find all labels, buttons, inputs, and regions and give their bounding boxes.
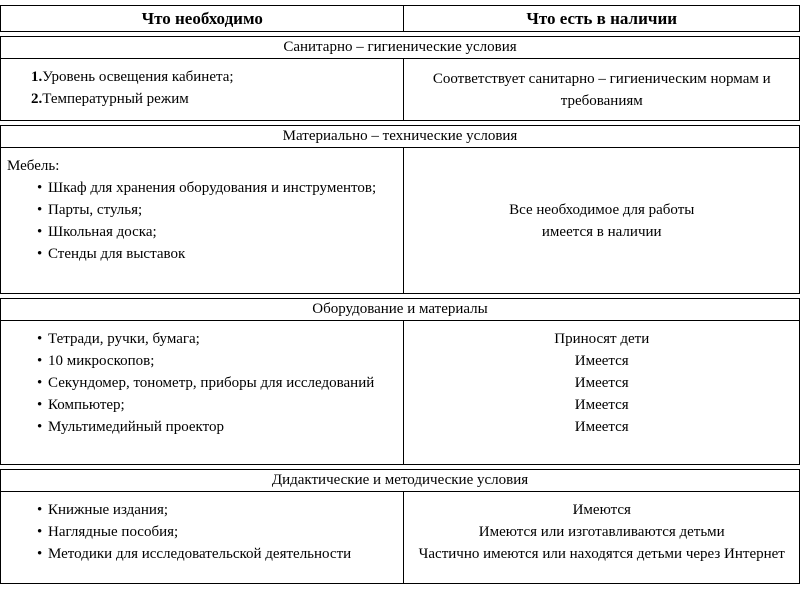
list-item: • 10 микроскопов; [37, 350, 395, 372]
list-item: • Наглядные пособия; [37, 521, 395, 543]
didactic-available-cell [404, 492, 800, 584]
table-row [1, 37, 800, 59]
list-item: • Мультимедийный проектор [37, 416, 395, 438]
equipment-available-cell [404, 321, 800, 465]
bullet-list [7, 328, 395, 438]
list-item: • Шкаф для хранения оборудования и инструментов; [37, 177, 395, 199]
section-title-didactic: Дидактические и методические условия [1, 470, 800, 492]
status-line: Приносят дети [554, 331, 650, 347]
status-line: Имеются или изготавливаются детьми [478, 524, 725, 540]
material-needed-cell [1, 148, 404, 294]
didactic-needed-cell [1, 492, 404, 584]
section-title-material: Материально – технические условия [1, 126, 800, 148]
status-line: Имеется [574, 419, 629, 435]
table-row [1, 299, 800, 321]
table-row [1, 126, 800, 148]
list-item: • Секундомер, тонометр, приборы для исследований [37, 372, 395, 394]
section-title-sanitary: Санитарно – гигиенические условия [1, 37, 800, 59]
status-line: имеется в наличии [541, 224, 662, 240]
bullet-list [7, 177, 395, 265]
section-material [0, 125, 800, 294]
list-item [31, 66, 395, 88]
table-row [1, 492, 800, 584]
table-row [1, 321, 800, 465]
list-number: 2. [31, 91, 43, 107]
list-item: • Методики для исследовательской деятельности [37, 543, 395, 565]
section-equipment [0, 298, 800, 465]
list-item: • Книжные издания; [37, 499, 395, 521]
bullet-list [7, 499, 395, 565]
status-line: Частично имеются или находятся детьми через Интернет [418, 546, 785, 562]
column-header-available: Что есть в наличии [404, 6, 800, 32]
material-available-cell [404, 148, 800, 294]
section-title-equipment: Оборудование и материалы [1, 299, 800, 321]
section-didactic [0, 469, 800, 584]
equipment-needed-cell [1, 321, 404, 465]
table-header-block [0, 5, 800, 32]
list-number: 1. [31, 69, 43, 85]
list-item-text: Температурный режим [42, 91, 189, 107]
numbered-list [7, 66, 395, 110]
status-line: Имеется [574, 353, 629, 369]
column-header-needed: Что необходимо [1, 6, 404, 32]
section-sanitary [0, 36, 800, 121]
list-item: • Школьная доска; [37, 221, 395, 243]
list-item: • Компьютер; [37, 394, 395, 416]
status-line: Имеется [574, 397, 629, 413]
status-line: Все необходимое для работы [509, 202, 695, 218]
table-row [1, 6, 800, 32]
table-row [1, 470, 800, 492]
list-item: • Тетради, ручки, бумага; [37, 328, 395, 350]
list-item [31, 88, 395, 110]
table-row [1, 148, 800, 294]
status-line: Соответствует санитарно – гигиеническим нормам и требованиям [432, 71, 771, 109]
list-item: • Парты, стулья; [37, 199, 395, 221]
sanitary-available-cell [404, 59, 800, 121]
list-item-text: Уровень освещения кабинета; [42, 69, 234, 85]
list-lead: Мебель: [7, 158, 60, 174]
table-row [1, 59, 800, 121]
status-line: Имеются [572, 502, 631, 518]
list-item: • Стенды для выставок [37, 243, 395, 265]
sanitary-needed-cell [1, 59, 404, 121]
status-line: Имеется [574, 375, 629, 391]
